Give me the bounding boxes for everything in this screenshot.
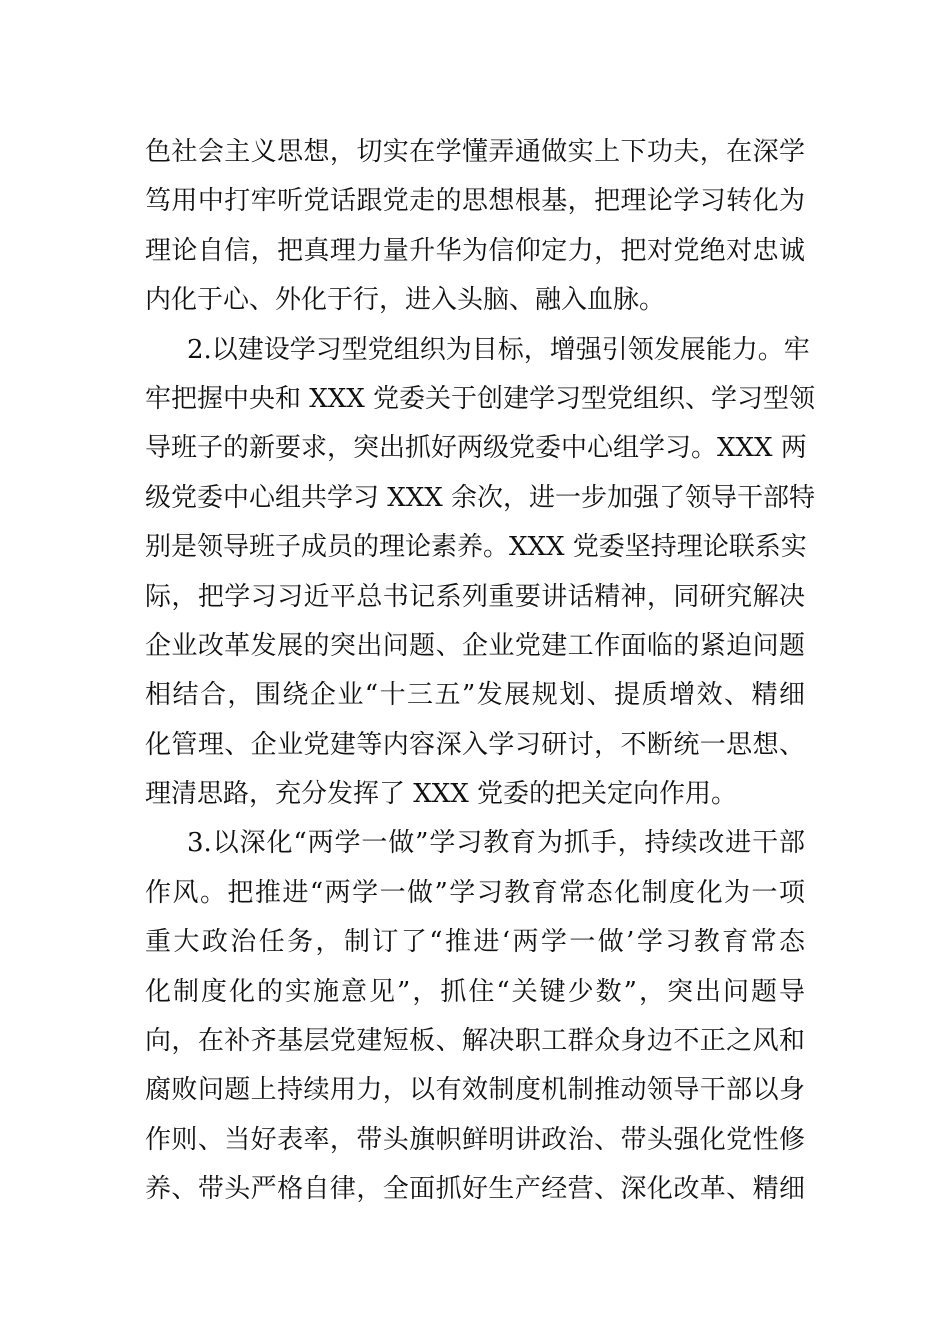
- paragraph-3-line-1: 3.以深化“两学一做”学习教育为抓手，持续改进干部: [187, 828, 805, 859]
- paragraph-2-line-4: 级党委中心组共学习 XXX 余次，进一步加强了领导干部特: [145, 482, 816, 513]
- paragraph-3-line-4: 化制度化的实施意见”，抓住“关键少数”，突出问题导: [145, 976, 805, 1007]
- paragraph-3-line-2: 作风。把推进“两学一做”学习教育常态化制度化为一项: [145, 877, 805, 908]
- paragraph-2-line-3: 导班子的新要求，突出抓好两级党委中心组学习。XXX 两: [145, 433, 807, 464]
- paragraph-1-line-3: 理论自信，把真理力量升华为信仰定力，把对党绝对忠诚: [145, 235, 805, 266]
- paragraph-3-line-8: 养、带头严格自律，全面抓好生产经营、深化改革、精细: [145, 1174, 805, 1205]
- paragraph-3-line-3: 重大政治任务，制订了“推进‘两学一做’学习教育常态: [145, 927, 805, 958]
- paragraph-3-line-5: 向，在补齐基层党建短板、解决职工群众身边不正之风和: [145, 1026, 805, 1057]
- paragraph-2-line-7: 企业改革发展的突出问题、企业党建工作面临的紧迫问题: [145, 630, 805, 661]
- paragraph-2-line-5: 别是领导班子成员的理论素养。XXX 党委坚持理论联系实: [145, 532, 807, 563]
- paragraph-2-line-6: 际，把学习习近平总书记系列重要讲话精神，同研究解决: [145, 581, 805, 612]
- paragraph-1-line-4: 内化于心、外化于行，进入头脑、融入血脉。: [145, 285, 666, 316]
- body-text: [145, 128, 816, 1215]
- paragraph-2-line-1: 2.以建设学习型党组织为目标，增强引领发展能力。牢: [187, 334, 810, 365]
- paragraph-2-line-2: 牢把握中央和 XXX 党委关于创建学习型党组织、学习型领: [145, 383, 816, 414]
- paragraph-2-line-8: 相结合，围绕企业“十三五”发展规划、提质增效、精细: [145, 680, 805, 711]
- paragraph-1-line-1: 色社会主义思想，切实在学懂弄通做实上下功夫，在深学: [145, 137, 805, 167]
- paragraph-2-line-10: 理清思路，充分发挥了 XXX 党委的把关定向作用。: [145, 779, 738, 810]
- paragraph-3-line-6: 腐败问题上持续用力，以有效制度机制推动领导干部以身: [145, 1075, 805, 1106]
- paragraph-2-line-9: 化管理、企业党建等内容深入学习研讨，不断统一思想、: [145, 729, 805, 760]
- paragraph-1-line-2: 笃用中打牢听党话跟党走的思想根基，把理论学习转化为: [145, 186, 805, 217]
- paragraph-3-line-7: 作则、当好表率，带头旗帜鲜明讲政治、带头强化党性修: [145, 1124, 805, 1155]
